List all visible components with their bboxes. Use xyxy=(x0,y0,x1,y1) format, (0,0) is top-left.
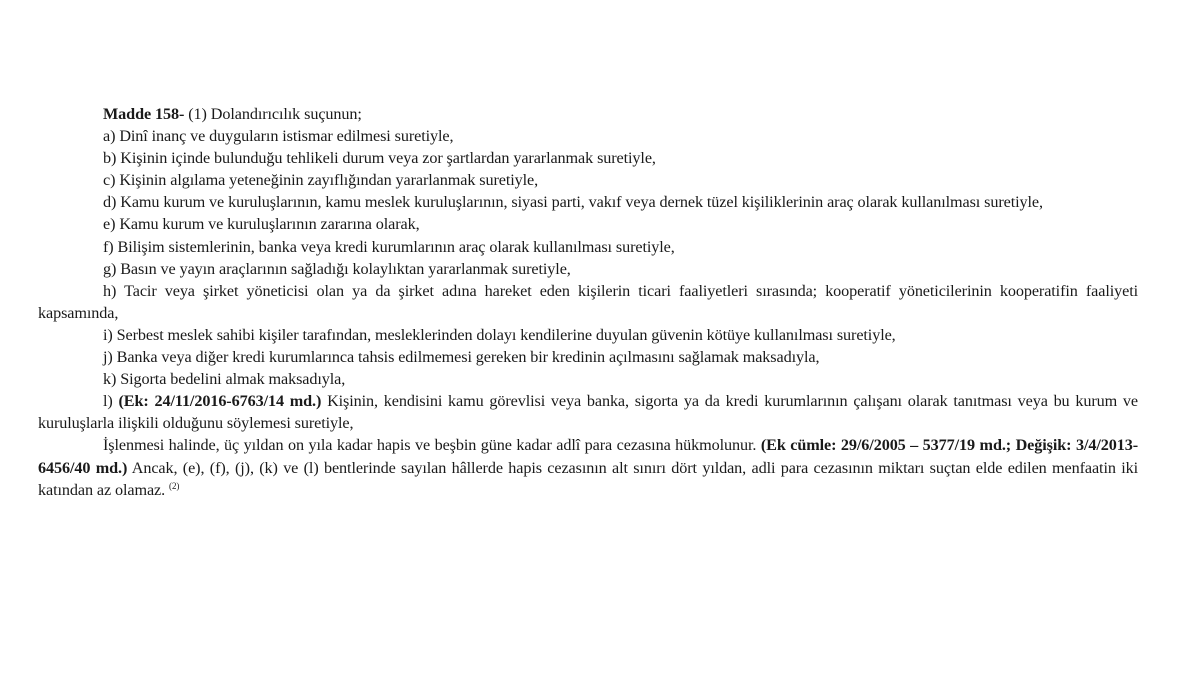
penalty-amendment-note: (Ek cümle: 29/6/2005 – 5377/19 md.; Değişik: 3/4/2013-6456/40 md.) xyxy=(38,436,1138,477)
clause-k: k) Sigorta bedelini almak maksadıyla, xyxy=(103,370,346,389)
clause-j: j) Banka veya diğer kredi kurumlarınca tahsis edilmemesi gereken bir kredinin açılmasını sağlamak maksadıyla, xyxy=(103,348,820,367)
clause-f: f) Bilişim sistemlerinin, banka veya kredi kurumlarının araç olarak kullanılması suretiyle, xyxy=(103,237,675,256)
penalty-text-second: Ancak, (e), (f), (j), (k) ve (l) bentlerinde sayılan hâllerde hapis cezasının alt sınırı dört yıldan, adli para cezasının miktarı suçtan elde edilen menfaatin iki katından az olamaz. xyxy=(38,458,1138,499)
penalty-text-first: İşlenmesi halinde, üç yıldan on yıla kadar hapis ve beşbin güne kadar adlî para cezasına hükmolunur. xyxy=(103,436,761,455)
clause-i: i) Serbest meslek sahibi kişiler tarafından, mesleklerinden dolayı kendilerine duyulan güvenin kötüye kullanılması suretiyle, xyxy=(103,325,896,344)
clause-l-prefix: l) xyxy=(103,392,119,411)
clause-l xyxy=(38,390,1138,434)
article-heading-line xyxy=(38,103,1138,125)
clause-h: h) Tacir veya şirket yöneticisi olan ya da şirket adına hareket eden kişilerin ticari faaliyetleri sırasında; kooperatif yöneticilerinin kooperatifin faaliyeti kapsamında, xyxy=(38,281,1138,322)
clause-l-amendment-note: (Ek: 24/11/2016-6763/14 md.) xyxy=(118,392,322,411)
clause-d: d) Kamu kurum ve kuruluşlarının, kamu meslek kuruluşlarının, siyasi parti, vakıf veya dernek tüzel kişiliklerinin araç olarak kullanılması suretiyle, xyxy=(103,193,1043,212)
article-number: Madde 158- xyxy=(103,105,185,123)
legal-document-page xyxy=(38,103,1138,501)
penalty-paragraph xyxy=(38,434,1138,500)
clause-a: a) Dinî inanç ve duyguların istismar edilmesi suretiyle, xyxy=(103,127,454,146)
footnote-reference: (2) xyxy=(169,480,180,491)
clause-g: g) Basın ve yayın araçlarının sağladığı kolaylıktan yararlanmak suretiyle, xyxy=(103,259,571,278)
clause-c: c) Kişinin algılama yeteneğinin zayıflığından yararlanmak suretiyle, xyxy=(103,171,539,190)
article-intro: (1) Dolandırıcılık suçunun; xyxy=(184,105,362,123)
clause-l-text: Kişinin, kendisini kamu görevlisi veya banka, sigorta ya da kredi kurumlarının çalışanı olarak tanıtması veya bu kurum ve kuruluşlarla ilişkili olduğunu söylemesi suretiyle, xyxy=(38,392,1138,433)
clause-b: b) Kişinin içinde bulunduğu tehlikeli durum veya zor şartlardan yararlanmak suretiyle, xyxy=(103,149,656,168)
clause-e: e) Kamu kurum ve kuruluşlarının zararına olarak, xyxy=(103,215,420,234)
